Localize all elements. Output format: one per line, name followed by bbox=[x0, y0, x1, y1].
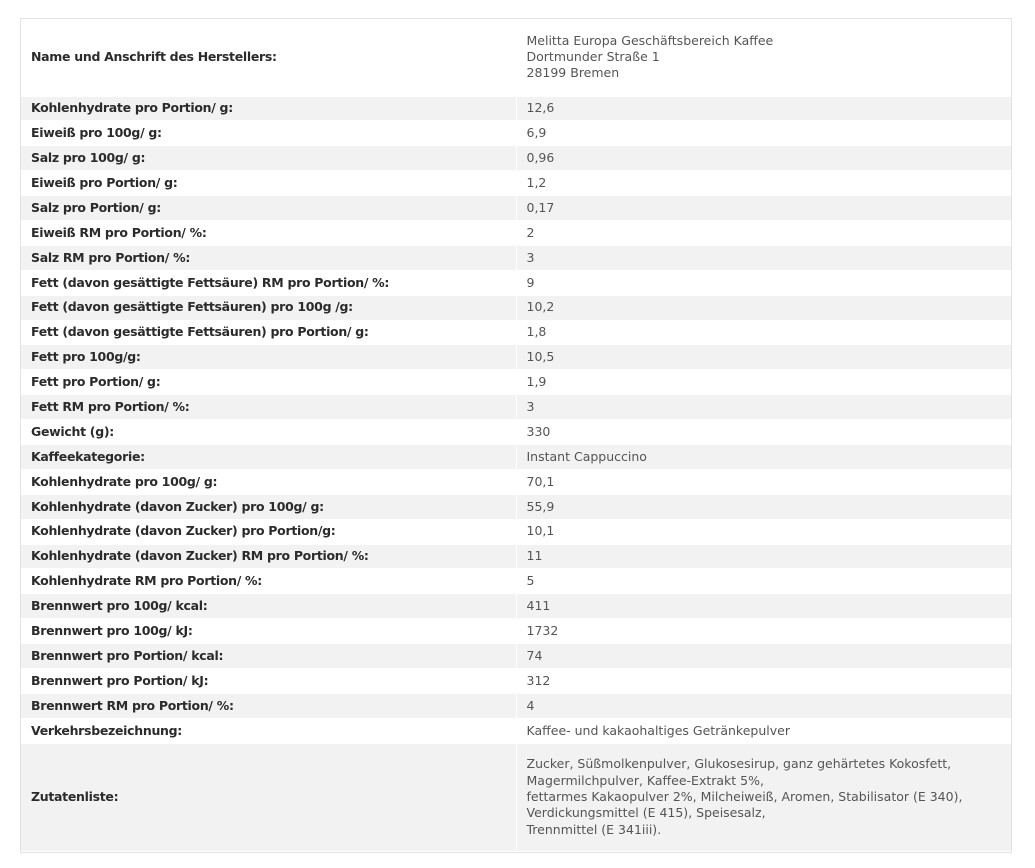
row-label: Salz RM pro Portion/ %: bbox=[21, 245, 516, 270]
table-row bbox=[21, 295, 1011, 320]
table-row bbox=[21, 594, 1011, 619]
table-row bbox=[21, 718, 1011, 743]
row-label: Kohlenhydrate (davon Zucker) RM pro Portion/ %: bbox=[21, 544, 516, 569]
row-label: Kohlenhydrate pro 100g/ g: bbox=[21, 469, 516, 494]
row-value: 4 bbox=[516, 693, 1011, 718]
table-row bbox=[21, 146, 1011, 171]
table-row bbox=[21, 245, 1011, 270]
ingredients-row bbox=[21, 743, 1011, 851]
ingredients-line: fettarmes Kakaopulver 2%, Milcheiweiß, Aromen, Stabilisator (E 340), bbox=[526, 789, 963, 804]
manufacturer-address bbox=[516, 19, 1011, 96]
table-body bbox=[21, 19, 1011, 851]
ingredients-line: Zucker, Süßmolkenpulver, Glukosesirup, ganz gehärtetes Kokosfett, bbox=[526, 756, 952, 772]
row-label: Salz pro Portion/ g: bbox=[21, 196, 516, 221]
table-row bbox=[21, 196, 1011, 221]
row-value: 312 bbox=[516, 668, 1011, 693]
row-value: 0,17 bbox=[516, 196, 1011, 221]
row-label: Fett RM pro Portion/ %: bbox=[21, 395, 516, 420]
table-row bbox=[21, 96, 1011, 121]
table-row bbox=[21, 395, 1011, 420]
table-row bbox=[21, 619, 1011, 644]
table-row bbox=[21, 469, 1011, 494]
nutrition-table bbox=[21, 19, 1011, 852]
row-value: 55,9 bbox=[516, 494, 1011, 519]
row-label: Kohlenhydrate (davon Zucker) pro 100g/ g: bbox=[21, 494, 516, 519]
row-label: Kohlenhydrate RM pro Portion/ %: bbox=[21, 569, 516, 594]
ingredients-label: Zutatenliste: bbox=[21, 743, 516, 851]
row-value: 6,9 bbox=[516, 121, 1011, 146]
row-label: Brennwert pro 100g/ kJ: bbox=[21, 619, 516, 644]
row-label: Fett pro 100g/g: bbox=[21, 345, 516, 370]
row-label: Eiweiß pro 100g/ g: bbox=[21, 121, 516, 146]
ingredients-list bbox=[516, 743, 1011, 851]
manufacturer-line: Melitta Europa Geschäftsbereich Kaffee bbox=[526, 32, 774, 48]
table-row bbox=[21, 320, 1011, 345]
row-value: 1732 bbox=[516, 619, 1011, 644]
ingredients-line: Trennmittel (E 341iii). bbox=[526, 821, 662, 837]
table-row bbox=[21, 544, 1011, 569]
row-label: Brennwert pro 100g/ kcal: bbox=[21, 594, 516, 619]
table-row bbox=[21, 693, 1011, 718]
row-value: 411 bbox=[516, 594, 1011, 619]
row-label: Fett (davon gesättigte Fettsäure) RM pro Portion/ %: bbox=[21, 270, 516, 295]
table-row bbox=[21, 121, 1011, 146]
product-details-table bbox=[20, 18, 1012, 853]
row-value: 5 bbox=[516, 569, 1011, 594]
table-row bbox=[21, 270, 1011, 295]
table-row bbox=[21, 644, 1011, 669]
table-row bbox=[21, 494, 1011, 519]
table-row bbox=[21, 370, 1011, 395]
row-label: Kohlenhydrate pro Portion/ g: bbox=[21, 96, 516, 121]
row-value: Kaffee- und kakaohaltiges Getränkepulver bbox=[516, 718, 1011, 743]
row-value: 3 bbox=[516, 245, 1011, 270]
table-row bbox=[21, 668, 1011, 693]
row-value: Instant Cappuccino bbox=[516, 444, 1011, 469]
manufacturer-line: 28199 Bremen bbox=[526, 65, 620, 81]
table-row bbox=[21, 569, 1011, 594]
table-row bbox=[21, 345, 1011, 370]
manufacturer-label: Name und Anschrift des Herstellers: bbox=[21, 19, 516, 96]
table-row bbox=[21, 519, 1011, 544]
row-value: 9 bbox=[516, 270, 1011, 295]
row-label: Salz pro 100g/ g: bbox=[21, 146, 516, 171]
table-row bbox=[21, 444, 1011, 469]
row-label: Verkehrsbezeichnung: bbox=[21, 718, 516, 743]
table-row bbox=[21, 420, 1011, 445]
row-label: Brennwert RM pro Portion/ %: bbox=[21, 693, 516, 718]
row-label: Brennwert pro Portion/ kcal: bbox=[21, 644, 516, 669]
row-value: 1,9 bbox=[516, 370, 1011, 395]
ingredients-line: Magermilchpulver, Kaffee-Extrakt 5%, bbox=[526, 772, 764, 788]
manufacturer-line: Dortmunder Straße 1 bbox=[526, 49, 660, 65]
row-value: 12,6 bbox=[516, 96, 1011, 121]
table-row bbox=[21, 220, 1011, 245]
manufacturer-row bbox=[21, 19, 1011, 96]
row-value: 10,1 bbox=[516, 519, 1011, 544]
row-label: Gewicht (g): bbox=[21, 420, 516, 445]
row-value: 2 bbox=[516, 220, 1011, 245]
row-label: Fett (davon gesättigte Fettsäuren) pro Portion/ g: bbox=[21, 320, 516, 345]
row-label: Fett pro Portion/ g: bbox=[21, 370, 516, 395]
row-label: Eiweiß pro Portion/ g: bbox=[21, 171, 516, 196]
row-value: 70,1 bbox=[516, 469, 1011, 494]
row-label: Brennwert pro Portion/ kJ: bbox=[21, 668, 516, 693]
row-value: 74 bbox=[516, 644, 1011, 669]
row-value: 330 bbox=[516, 420, 1011, 445]
row-label: Eiweiß RM pro Portion/ %: bbox=[21, 220, 516, 245]
row-value: 1,8 bbox=[516, 320, 1011, 345]
row-value: 10,5 bbox=[516, 345, 1011, 370]
row-value: 11 bbox=[516, 544, 1011, 569]
table-row bbox=[21, 171, 1011, 196]
row-value: 0,96 bbox=[516, 146, 1011, 171]
row-label: Kohlenhydrate (davon Zucker) pro Portion/g: bbox=[21, 519, 516, 544]
row-value: 3 bbox=[516, 395, 1011, 420]
row-value: 1,2 bbox=[516, 171, 1011, 196]
row-label: Fett (davon gesättigte Fettsäuren) pro 100g /g: bbox=[21, 295, 516, 320]
row-value: 10,2 bbox=[516, 295, 1011, 320]
ingredients-line: Verdickungsmittel (E 415), Speisesalz, bbox=[526, 805, 766, 821]
row-label: Kaffeekategorie: bbox=[21, 444, 516, 469]
